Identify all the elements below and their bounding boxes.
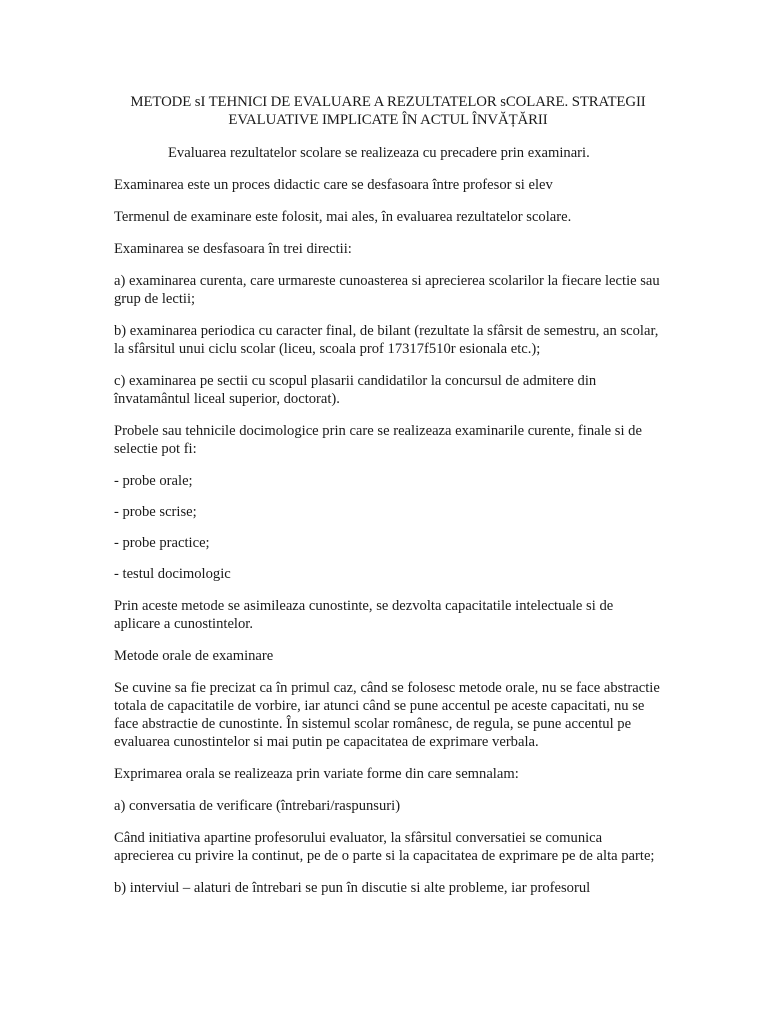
paragraph: Termenul de examinare este folosit, mai ales, în evaluarea rezultatelor scolare. [114,209,572,225]
list-item: - probe practice; [114,535,210,551]
paragraph: Examinarea este un proces didactic care se desfasoara între profesor si elev [114,177,553,193]
list-item: - probe scrise; [114,504,197,520]
list-item: b) examinarea periodica cu caracter final, de bilant (rezultate la sfârsit de semestru, an scolar, la sfârsitul unui ciclu scolar (liceu, scoala prof 17317f510r esionala etc.); [114,323,659,357]
list-item: b) interviul – alaturi de întrebari se pun în discutie si alte probleme, iar profesorul [114,880,591,896]
paragraph: Se cuvine sa fie precizat ca în primul caz, când se folosesc metode orale, nu se face abstractie totala de capacitatile de vorbire, iar atunci când se pune accentul pe aceste capacitati, nu se face abstractie de cunostinte. În sistemul scolar românesc, de regula, se pune accentul pe evaluarea cunostintelor si mai putin pe capacitatea de exprimare verbala. [114,680,660,750]
paragraph: Prin aceste metode se asimileaza cunostinte, se dezvolta capacitatile intelectuale si de aplicare a cunostintelor. [114,598,614,632]
list-item: a) examinarea curenta, care urmareste cunoasterea si aprecierea scolarilor la fiecare lectie sau grup de lectii; [114,273,660,307]
paragraph: Examinarea se desfasoara în trei directii: [114,241,352,257]
paragraph: Probele sau tehnicile docimologice prin care se realizeaza examinarile curente, finale si de selectie pot fi: [114,423,642,457]
title-line-1: METODE sI TEHNICI DE EVALUARE A REZULTATELOR sCOLARE. STRATEGII [130,94,646,110]
list-item: - testul docimologic [114,566,231,582]
lead-paragraph: Evaluarea rezultatelor scolare se realizeaza cu precadere prin examinari. [168,145,590,161]
document-page [114,93,662,911]
paragraph: Exprimarea orala se realizeaza prin variate forme din care semnalam: [114,766,519,782]
paragraph: Când initiativa apartine profesorului evaluator, la sfârsitul conversatiei se comunica aprecierea cu privire la continut, pe de o parte si la capacitatea de exprimare pe de alta parte; [114,830,655,864]
title-line-2: EVALUATIVE IMPLICATE ÎN ACTUL ÎNVĂȚĂRII [228,112,548,128]
document-title [114,93,662,129]
list-item: a) conversatia de verificare (întrebari/raspunsuri) [114,798,401,814]
section-heading: Metode orale de examinare [114,648,274,664]
list-item: - probe orale; [114,473,193,489]
list-item: c) examinarea pe sectii cu scopul plasarii candidatilor la concursul de admitere din învatamântul liceal superior, doctorat). [114,373,597,407]
